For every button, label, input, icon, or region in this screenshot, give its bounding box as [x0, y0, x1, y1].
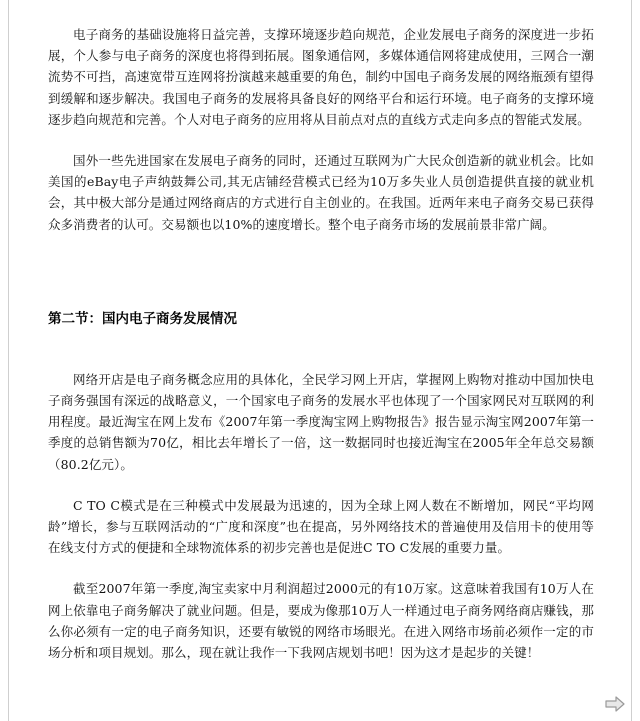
paragraph-infrastructure: 电子商务的基础设施将日益完善，支撑环境逐步趋向规范，企业发展电子商务的深度进一步拓展，个人参与电子商务的深度也将得到拓展。图象通信网，多媒体通信网将建成使用，三网合一潮流势不可挡，高速宽带互连网将扮演越来越重要的角色，制约中国电子商务发展的网络瓶颈有望得到缓解和逐步解决。我国电子商务的发展将具备良好的网络平台和运行环境。电子商务的支撑环境逐步趋向规范和完善。个人对电子商务的应用将从目前点对点的直线方式走向多点的智能式发展。 [48, 27, 594, 127]
arrow-right-icon[interactable] [604, 695, 626, 713]
paragraph-foreign-ecommerce: 国外一些先进国家在发展电子商务的同时，还通过互联网为广大民众创造新的就业机会。比如美国的eBay电子声纳鼓舞公司,其无店铺经营模式已经为10万多失业人员创造提供直接的就业机会，其中极大部分是通过网络商店的方式进行自主创业的。在我国。近两年来电子商务交易已获得众多消费者的认可。交易额也以10%的速度增长。整个电子商务市场的发展前景非常广阔。 [48, 153, 594, 232]
paragraph-online-store: 网络开店是电子商务概念应用的具体化，全民学习网上开店，掌握网上购物对推动中国加快电子商务强国有深远的战略意义，一个国家电子商务的发展水平也体现了一个国家网民对互联网的利用程度。最近淘宝在网上发布《2007年第一季度淘宝网上购物报告》报告显示淘宝网2007年第一季度的总销售额为70亿，相比去年增长了一倍，这一数据同时也接近淘宝在2005年全年总交易额（80.2亿元）。 [48, 371, 594, 472]
section-spacer [48, 235, 594, 309]
paragraph-c2c-model: C TO C模式是在三种模式中发展最为迅速的，因为全球上网人数在不断增加，网民“平均网龄”增长，参与互联网活动的“广度和深度”也在提高，另外网络技术的普遍使用及信用卡的使用等在线支付方式的便捷和全球物流体系的初步完善也是促进C TO C发展的重要力量。 [48, 497, 594, 556]
document-body [48, 24, 594, 663]
heading-spacer [48, 329, 594, 369]
paragraph-spacer [48, 130, 594, 150]
paragraph-taobao-sellers: 截至2007年第一季度,淘宝卖家中月利润超过2000元的有10万家。这意味着我国有10万人在网上依靠电子商务解决了就业问题。但是，要成为像那10万人一样通过电子商务网络商店赚钱，那么你必须有一定的电子商务知识，还要有敏锐的网络市场眼光。在进入网络市场前必须作一定的市场分析和项目规划。那么，现在就让我作一下我网店规划书吧！因为这才是起步的关键！ [48, 581, 594, 661]
paragraph-spacer [48, 558, 594, 578]
paragraph-spacer [48, 475, 594, 495]
section-heading: 第二节：国内电子商务发展情况 [48, 310, 237, 327]
arrow-right-icon-graphic [604, 695, 626, 713]
